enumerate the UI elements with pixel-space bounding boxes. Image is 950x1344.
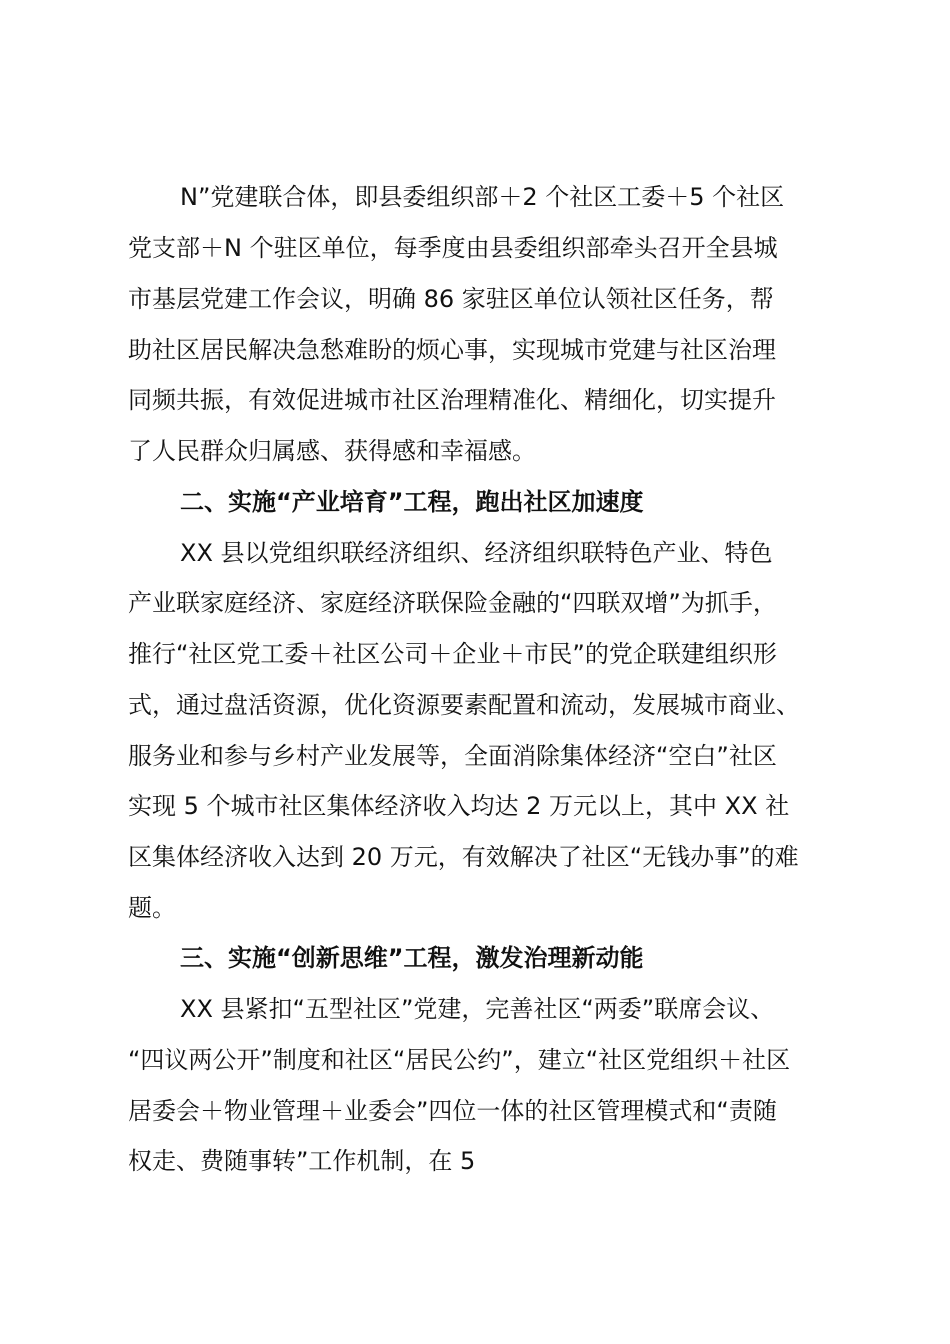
paragraph-2-line-7: 区集体经济收入达到 20 万元，有效解决了社区“无钱办事”的难 [128,843,799,871]
paragraph-2-line-1: XX 县以党组织联经济组织、经济组织联特色产业、特色 [180,539,773,567]
paragraph-3-line-2: “四议两公开”制度和社区“居民公约”，建立“社区党组织＋社区 [128,1046,791,1074]
paragraph-3-line-1: XX 县紧扣“五型社区”党建，完善社区“两委”联席会议、 [180,995,775,1023]
paragraph-2-line-2: 产业联家庭经济、家庭经济联保险金融的“四联双增”为抓手， [128,589,777,617]
paragraph-1-line-1: N”党建联合体，即县委组织部＋2 个社区工委＋5 个社区 [180,183,785,211]
paragraph-1-line-4: 助社区居民解决急愁难盼的烦心事，实现城市党建与社区治理 [128,336,776,364]
section-heading-2: 二、实施“产业培育”工程，跑出社区加速度 [180,488,644,516]
paragraph-3-line-4: 权走、费随事转”工作机制，在 5 [128,1147,476,1175]
paragraph-2-line-6: 实现 5 个城市社区集体经济收入均达 2 万元以上，其中 XX 社 [128,792,790,820]
paragraph-1-line-5: 同频共振，有效促进城市社区治理精准化、精细化，切实提升 [128,386,776,414]
paragraph-2-line-5: 服务业和参与乡村产业发展等，全面消除集体经济“空白”社区 [128,742,777,770]
paragraph-2-line-4: 式，通过盘活资源，优化资源要素配置和流动，发展城市商业、 [128,691,800,719]
paragraph-1-line-6: 了人民群众归属感、获得感和幸福感。 [128,437,536,465]
paragraph-2-line-3: 推行“社区党工委＋社区公司＋企业＋市民”的党企联建组织形 [128,640,777,668]
paragraph-3-line-3: 居委会＋物业管理＋业委会”四位一体的社区管理模式和“责随 [128,1097,777,1125]
paragraph-1-line-2: 党支部＋N 个驻区单位，每季度由县委组织部牵头召开全县城 [128,234,778,262]
section-heading-3: 三、实施“创新思维”工程，激发治理新动能 [180,944,644,972]
paragraph-2-line-8: 题。 [128,894,176,922]
paragraph-1-line-3: 市基层党建工作会议，明确 86 家驻区单位认领社区任务，帮 [128,285,774,313]
